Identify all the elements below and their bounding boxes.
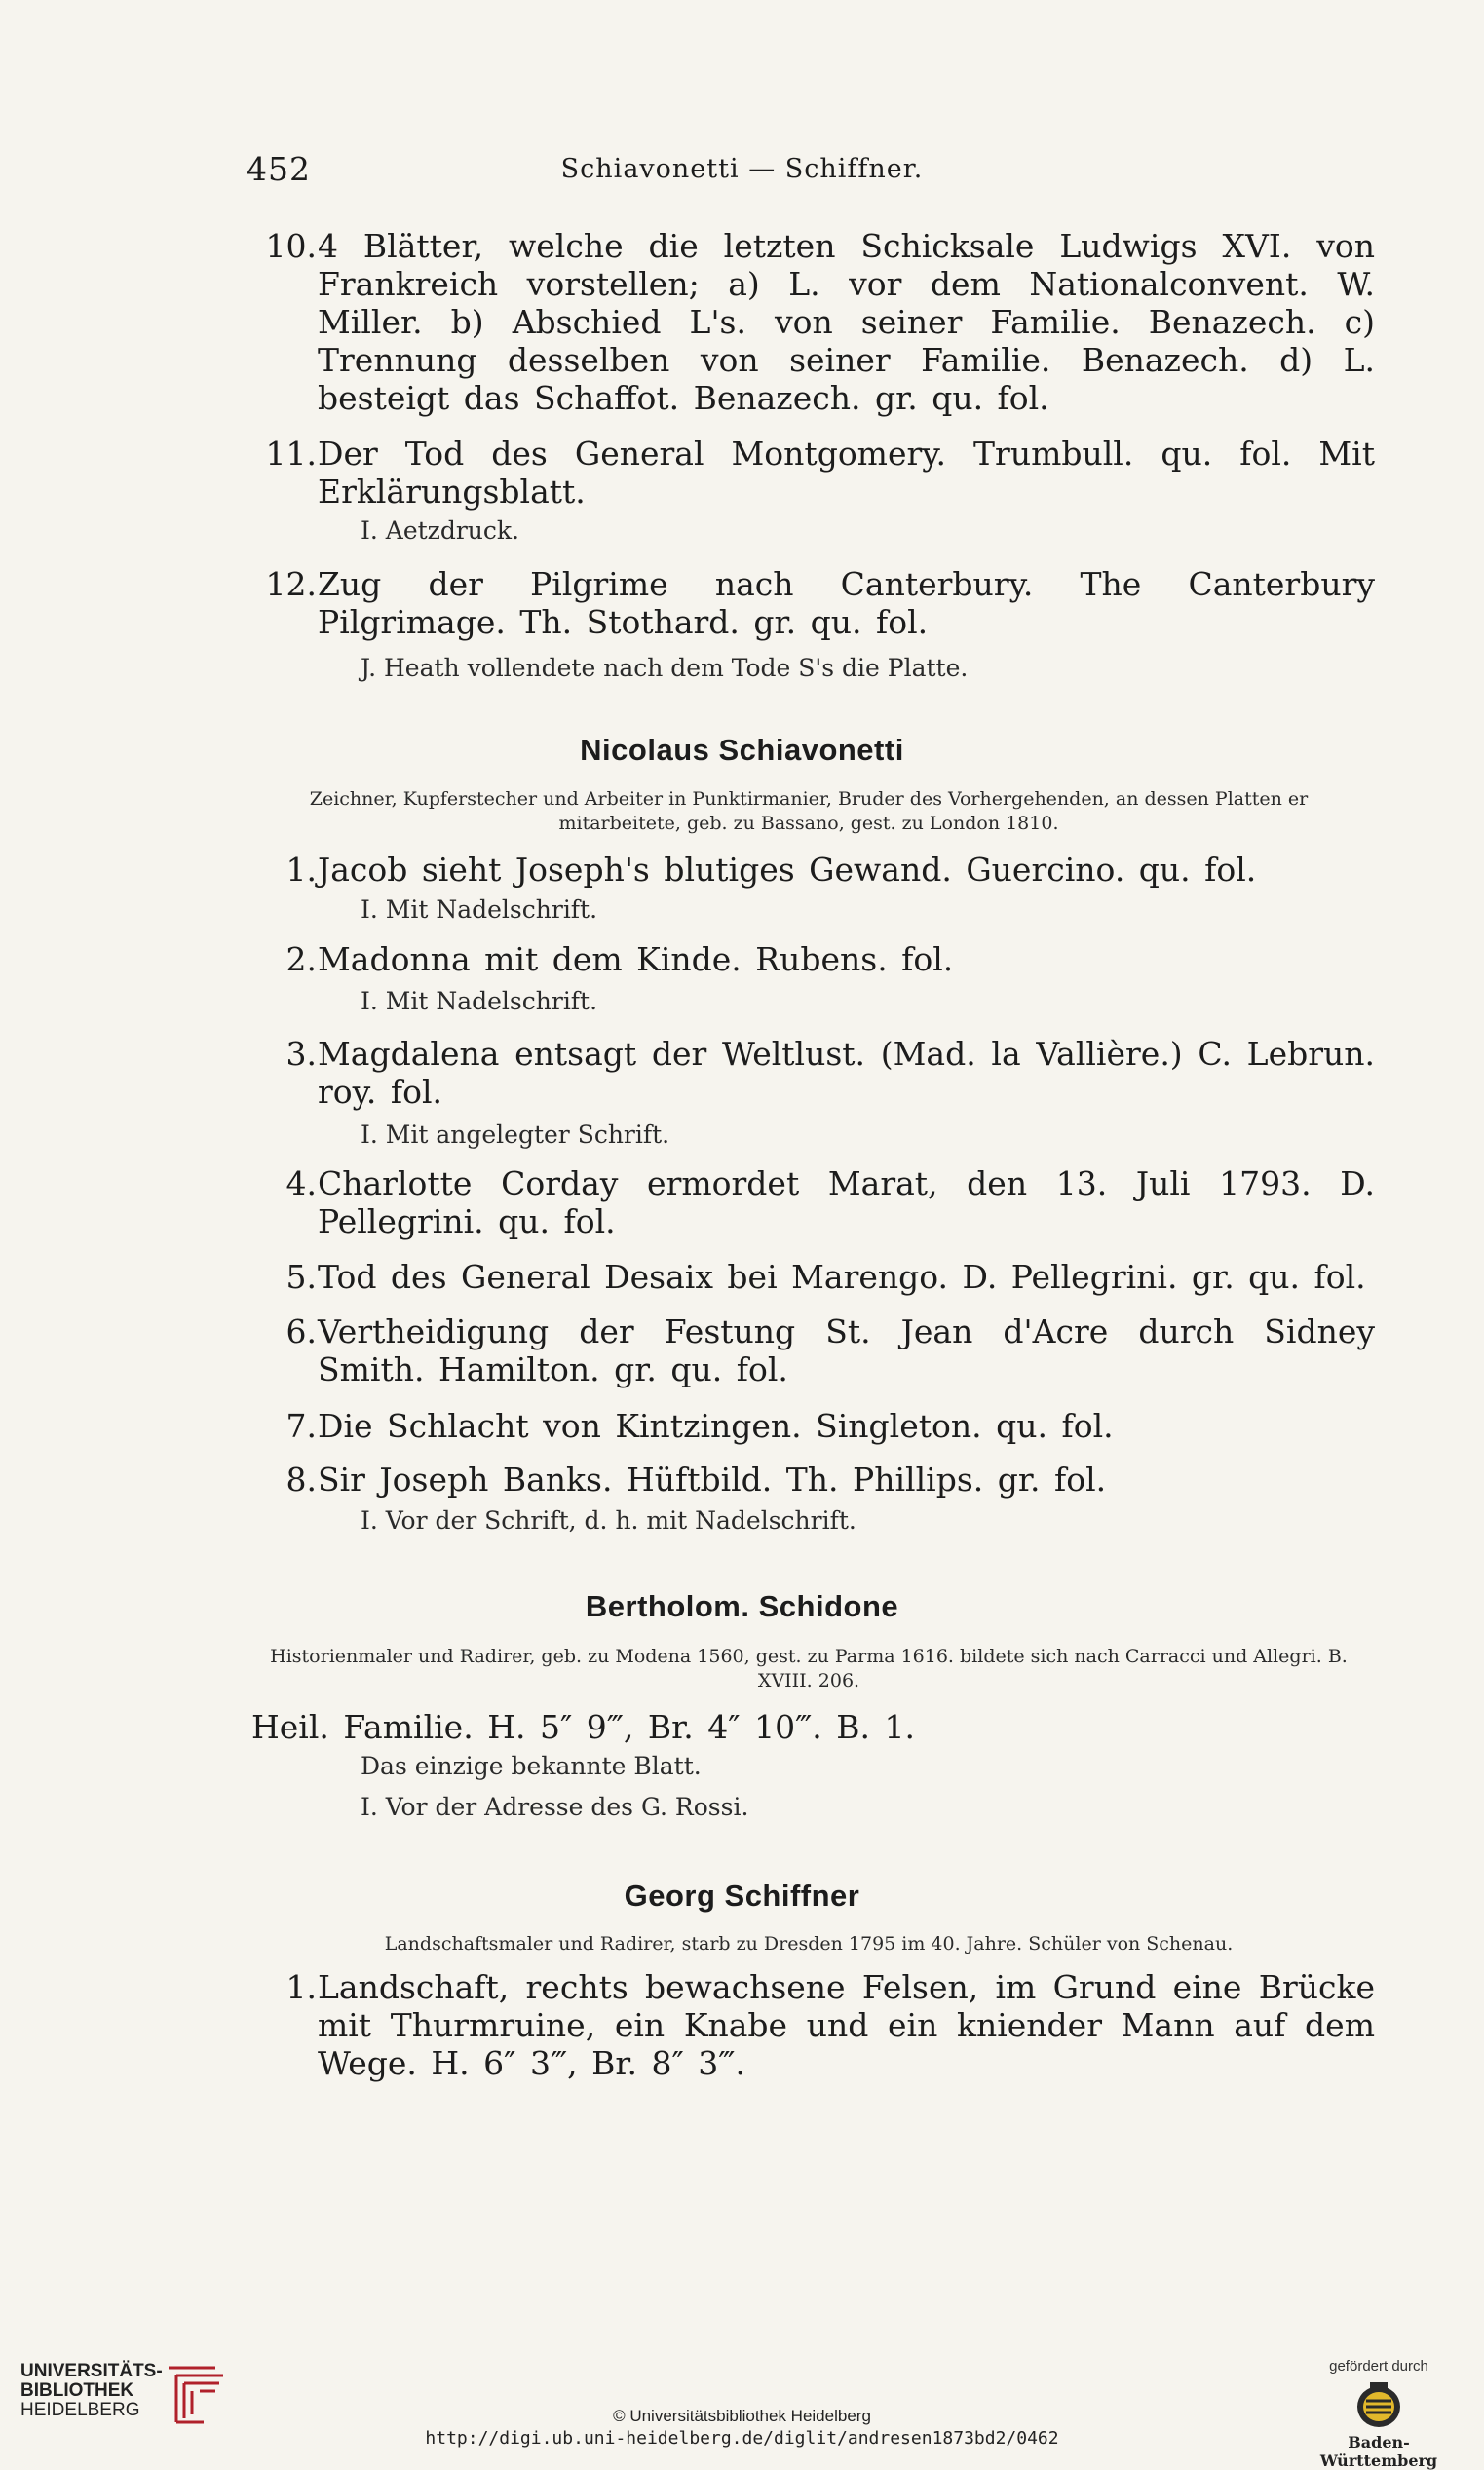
artist-biography: Zeichner, Kupferstecher und Arbeiter in Punktirmanier, Bruder des Vorhergehenden, an dessen Platten er mitarbeitete, geb. zu Bassano, gest. zu London 1810. xyxy=(309,788,1309,834)
state-crest-icon xyxy=(1350,2380,1408,2431)
entry-note: I. Aetzdruck. xyxy=(361,516,519,545)
list-item xyxy=(247,1407,1375,1445)
running-title: Schiavonetti — Schiffner. xyxy=(560,154,924,184)
entry-number: 11. xyxy=(265,435,317,473)
list-item xyxy=(247,227,1375,417)
list-item xyxy=(247,1258,1375,1296)
entry-number: 8. xyxy=(285,1461,317,1499)
library-name-line: HEIDELBERG xyxy=(20,2400,140,2420)
funder-badge[interactable] xyxy=(1296,2358,1462,2470)
entry-note: I. Mit angelegter Schrift. xyxy=(361,1121,670,1149)
entry-number: 7. xyxy=(285,1407,317,1445)
entry-number: 2. xyxy=(285,940,317,978)
entry-text: Der Tod des General Montgomery. Trumbull. qu. fol. Mit Erklärungsblatt. xyxy=(318,435,1375,511)
entry-text: Tod des General Desaix bei Marengo. D. Pellegrini. gr. qu. fol. xyxy=(318,1258,1366,1296)
entry-number: 6. xyxy=(285,1312,317,1350)
list-item xyxy=(247,435,1375,511)
artist-biography: Landschaftsmaler und Radirer, starb zu Dresden 1795 im 40. Jahre. Schüler von Schenau. xyxy=(384,1933,1234,1955)
list-item xyxy=(247,940,1375,978)
entry-number: 10. xyxy=(265,227,317,265)
entry-text: Charlotte Corday ermordet Marat, den 13. Juli 1793. D. Pellegrini. qu. fol. xyxy=(318,1164,1375,1240)
entry-note: J. Heath vollendete nach dem Tode S's die Platte. xyxy=(361,654,969,682)
section-heading: Georg Schiffner xyxy=(624,1879,860,1913)
permalink[interactable]: http://digi.ub.uni-heidelberg.de/diglit/andresen1873bd2/0462 xyxy=(425,2428,1059,2449)
list-item xyxy=(247,851,1375,889)
entry-number: 3. xyxy=(285,1035,317,1073)
entry-number: 4. xyxy=(285,1164,317,1202)
entry-number: 1. xyxy=(285,851,317,889)
entry-note: I. Vor der Schrift, d. h. mit Nadelschrift. xyxy=(361,1506,856,1535)
page-number: 452 xyxy=(247,150,311,188)
entry-number: 5. xyxy=(285,1258,317,1296)
funder-name: Baden-Württemberg xyxy=(1319,2433,1438,2470)
section-heading: Nicolaus Schiavonetti xyxy=(580,733,904,767)
funded-by-label: gefördert durch xyxy=(1329,2358,1428,2375)
list-item xyxy=(247,1035,1375,1111)
running-head xyxy=(0,150,1484,195)
section-heading: Bertholom. Schidone xyxy=(585,1589,899,1623)
list-item xyxy=(247,1312,1375,1388)
entry-number: 12. xyxy=(265,565,317,603)
list-item xyxy=(247,565,1375,641)
entry-text: Vertheidigung der Festung St. Jean d'Acre durch Sidney Smith. Hamilton. gr. qu. fol. xyxy=(318,1312,1375,1388)
entry-text: Heil. Familie. H. 5″ 9‴, Br. 4″ 10‴. B. 1. xyxy=(251,1708,915,1746)
entry-note: I. Mit Nadelschrift. xyxy=(361,895,598,924)
list-item xyxy=(247,1164,1375,1240)
library-name-line: BIBLIOTHEK xyxy=(20,2380,134,2401)
list-item xyxy=(251,1708,1380,1746)
library-name-line: UNIVERSITÄTS- xyxy=(20,2361,163,2381)
entry-text: Sir Joseph Banks. Hüftbild. Th. Phillips. gr. fol. xyxy=(318,1461,1107,1499)
entry-text: Die Schlacht von Kintzingen. Singleton. qu. fol. xyxy=(318,1407,1114,1445)
entry-note: I. Vor der Adresse des G. Rossi. xyxy=(361,1793,749,1821)
entry-text: Jacob sieht Joseph's blutiges Gewand. Guercino. qu. fol. xyxy=(318,851,1257,889)
list-item xyxy=(247,1968,1375,2082)
digitization-footer xyxy=(0,2338,1484,2470)
copyright-notice: © Universitätsbibliothek Heidelberg xyxy=(613,2407,871,2425)
list-item xyxy=(247,1461,1375,1499)
entry-note: Das einzige bekannte Blatt. xyxy=(361,1752,702,1780)
entry-text: 4 Blätter, welche die letzten Schicksale Ludwigs XVI. von Frankreich vorstellen; a) L. vor dem Nationalconvent. W. Miller. b) Abschied L's. von seiner Familie. Benazech. c) Trennung desselben von seiner Familie. Benazech. d) L. besteigt das Schaffot. Benazech. gr. qu. fol. xyxy=(318,227,1375,417)
entry-text: Madonna mit dem Kinde. Rubens. fol. xyxy=(318,940,954,978)
entry-number: 1. xyxy=(285,1968,317,2006)
artist-biography: Historienmaler und Radirer, geb. zu Modena 1560, gest. zu Parma 1616. bildete sich nach Carracci und Allegri. B. XVIII. 206. xyxy=(270,1646,1348,1691)
entry-note: I. Mit Nadelschrift. xyxy=(361,987,598,1015)
entry-text: Magdalena entsagt der Weltlust. (Mad. la Vallière.) C. Lebrun. roy. fol. xyxy=(318,1035,1375,1111)
entry-text: Zug der Pilgrime nach Canterbury. The Canterbury Pilgrimage. Th. Stothard. gr. qu. fol. xyxy=(318,565,1375,641)
entry-text: Landschaft, rechts bewachsene Felsen, im Grund eine Brücke mit Thurmruine, ein Knabe und ein kniender Mann auf dem Wege. H. 6″ 3‴, Br. 8″ 3‴. xyxy=(318,1968,1375,2082)
